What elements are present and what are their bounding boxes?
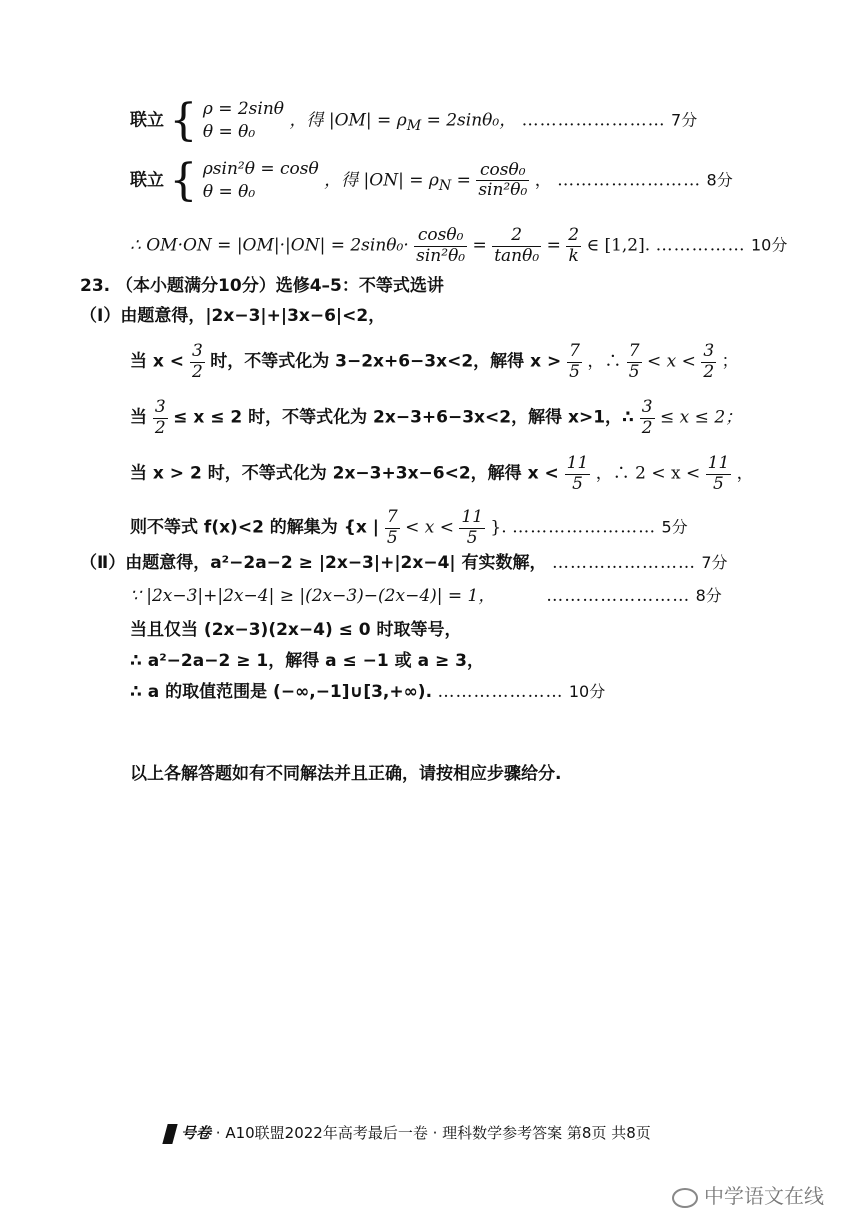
text: < x < [647, 351, 702, 372]
denominator: 2 [154, 417, 166, 438]
case3 [130, 454, 754, 494]
fraction [701, 342, 716, 382]
line-product [130, 226, 787, 266]
denominator: sin²θ₀ [416, 245, 466, 266]
text: ∴ OM·ON = |OM|·|ON| = 2sinθ₀· [130, 235, 409, 256]
score: 8分 [695, 586, 722, 605]
fraction [414, 226, 467, 266]
fraction [567, 342, 582, 382]
fraction [492, 226, 541, 266]
text: < x < [405, 517, 460, 538]
eq: θ = θ₀ [202, 121, 256, 142]
denominator: 5 [628, 361, 640, 382]
numerator: 7 [569, 341, 580, 361]
text: = 2sinθ₀， [421, 110, 517, 131]
text: 联立 [130, 110, 164, 131]
page-footer [165, 1122, 651, 1144]
text: ∈ [1,2]. [586, 235, 651, 256]
equation-system [203, 98, 284, 144]
text: 则不等式 f(x)<2 的解集为 {x | [130, 517, 385, 538]
dots: …………………… [551, 553, 696, 573]
fraction [640, 398, 655, 438]
text: ， [534, 170, 552, 191]
subscript: M [406, 117, 422, 134]
solution-set [130, 508, 688, 548]
fraction [459, 508, 485, 548]
subscript: N [438, 177, 452, 194]
fraction [627, 342, 642, 382]
fraction [385, 508, 400, 548]
denominator: 5 [572, 473, 583, 494]
text: ∵ |2x−3|+|2x−4| ≥ |(2x−3)−(2x−4)| = 1， [130, 586, 496, 606]
numerator: 7 [628, 341, 640, 361]
score: 10分 [750, 235, 788, 255]
numerator: 11 [461, 507, 484, 527]
part2-line5 [130, 684, 605, 701]
eq: ρsin²θ = cosθ [202, 159, 319, 179]
text: = [451, 170, 477, 191]
score: 7分 [671, 110, 698, 130]
eq: θ = θ₀ [202, 181, 256, 202]
text: ， [736, 463, 754, 484]
line-on [130, 154, 733, 206]
denominator: tanθ₀ [494, 245, 540, 266]
numerator: 2 [492, 226, 541, 247]
fraction [565, 454, 591, 494]
text: ≤ x ≤ 2 时，不等式化为 2x−3+6−3x<2，解得 x>1，∴ [173, 407, 640, 428]
text: ∴ a 的取值范围是 (−∞,−1]∪[3,+∞). [130, 682, 433, 702]
fraction [476, 161, 529, 201]
numerator: 3 [191, 341, 203, 361]
text: ，得 |OM| = ρ [289, 110, 407, 131]
fraction [190, 342, 205, 382]
equation-system [203, 158, 319, 204]
numerator: cosθ₀ [414, 226, 467, 247]
text: = [546, 235, 567, 256]
line-om [130, 94, 698, 146]
eq: ρ = 2sinθ [202, 99, 285, 119]
watermark [672, 1180, 824, 1209]
denominator: 2 [191, 361, 203, 382]
dots: ………………… [437, 682, 564, 702]
dots: …………… [655, 235, 746, 256]
score: 5分 [661, 517, 688, 537]
footer-text: · A10联盟2022年高考最后一卷 · 理科数学参考答案 第8页 共8页 [215, 1124, 651, 1142]
denominator: 5 [569, 361, 580, 382]
numerator: 11 [707, 453, 730, 473]
watermark-text: 中学语文在线 [704, 1184, 824, 1208]
numerator: 11 [566, 453, 589, 473]
fraction [566, 226, 581, 266]
denominator: 5 [386, 527, 398, 548]
denominator: 5 [466, 527, 478, 548]
score: 7分 [701, 553, 728, 572]
dots: …………………… [521, 110, 666, 131]
brand: 号卷 [181, 1124, 212, 1142]
text: ≤ x ≤ 2； [660, 407, 743, 428]
case1 [130, 342, 739, 382]
case2 [130, 398, 742, 438]
system-brace: { [169, 94, 198, 146]
text: 当 [130, 407, 153, 428]
dots: …………………… [546, 586, 691, 606]
numerator: 3 [641, 397, 653, 417]
part2-line2 [130, 588, 722, 605]
text: ，得 |ON| = ρ [324, 170, 439, 191]
dots: …………………… [512, 517, 657, 538]
text: 当 x > 2 时，不等式化为 2x−3+3x−6<2，解得 x < [130, 463, 565, 484]
text: ，∴ [587, 351, 627, 372]
numerator: 2 [568, 225, 580, 245]
part2-heading [80, 555, 728, 572]
system-brace: { [169, 154, 198, 206]
question-heading: 23. （本小题满分10分）选修4–5：不等式选讲 [80, 276, 444, 296]
denominator: 2 [641, 417, 653, 438]
fraction [153, 398, 168, 438]
numerator: 3 [154, 397, 166, 417]
part2-line3: 当且仅当 (2x−3)(2x−4) ≤ 0 时取等号， [130, 620, 462, 640]
part2-line4: ∴ a²−2a−2 ≥ 1，解得 a ≤ −1 或 a ≥ 3， [130, 651, 484, 671]
part1-heading: （Ⅰ）由题意得，|2x−3|+|3x−6|<2， [80, 306, 386, 326]
fraction [706, 454, 732, 494]
text: 联立 [130, 170, 164, 191]
numerator: 7 [386, 507, 398, 527]
grading-note: 以上各解答题如有不同解法并且正确，请按相应步骤给分. [130, 764, 562, 784]
text: 时，不等式化为 3−2x+6−3x<2，解得 x > [210, 351, 568, 372]
brand-logo-icon [162, 1124, 177, 1144]
dots: …………………… [557, 170, 702, 191]
text: 当 x < [130, 351, 190, 372]
score: 10分 [568, 682, 606, 701]
denominator: 2 [703, 361, 715, 382]
numerator: 3 [703, 341, 715, 361]
denominator: sin²θ₀ [478, 180, 528, 201]
text: ； [721, 351, 739, 372]
numerator: cosθ₀ [476, 161, 529, 182]
wechat-icon [672, 1188, 698, 1208]
denominator: 5 [713, 473, 724, 494]
text: ，∴ 2 < x < [595, 463, 706, 484]
text: = [472, 235, 493, 256]
text: }. [490, 517, 507, 538]
score: 8分 [706, 170, 733, 190]
denominator: k [568, 245, 579, 266]
text: （Ⅱ）由题意得，a²−2a−2 ≥ |2x−3|+|2x−4| 有实数解， [80, 553, 547, 573]
